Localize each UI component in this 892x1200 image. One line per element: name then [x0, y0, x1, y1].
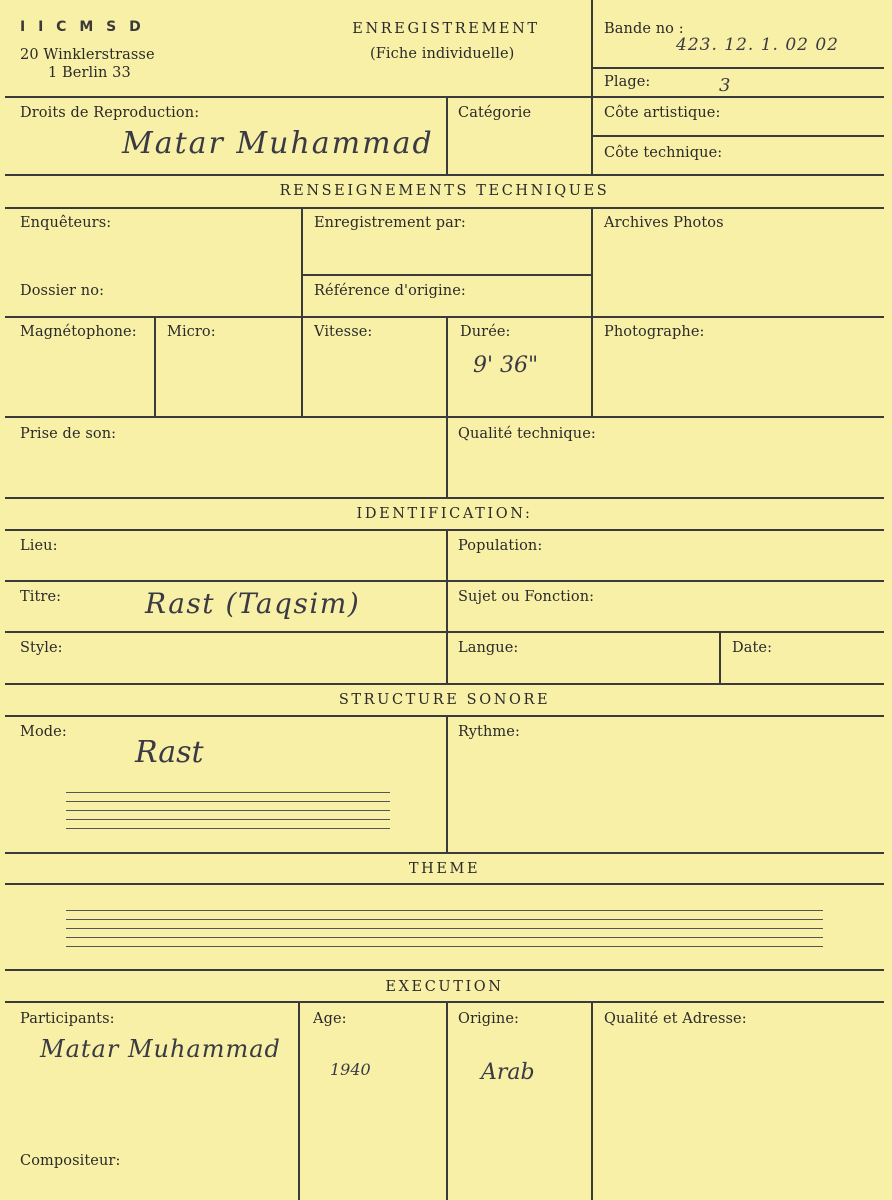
- rule: [5, 852, 884, 854]
- rule: [591, 207, 593, 416]
- droits-value: Matar Muhammad: [122, 126, 434, 161]
- style-label: Style:: [20, 640, 63, 656]
- dossier-label: Dossier no:: [20, 283, 105, 299]
- enqueteurs-label: Enquêteurs:: [20, 215, 112, 231]
- plage-label: Plage:: [604, 74, 651, 90]
- rule: [301, 207, 303, 416]
- rule: [446, 715, 448, 852]
- archives-photos-label: Archives Photos: [604, 215, 724, 231]
- age-label: Age:: [313, 1011, 347, 1027]
- rythme-label: Rythme:: [458, 724, 520, 740]
- rule: [5, 174, 884, 176]
- sujet-label: Sujet ou Fonction:: [458, 589, 595, 605]
- participants-label: Participants:: [20, 1011, 115, 1027]
- music-staff-line: [66, 810, 390, 811]
- rule: [5, 715, 884, 717]
- music-staff-line: [66, 910, 823, 911]
- address-line-2: 1 Berlin 33: [48, 65, 131, 81]
- rule: [591, 135, 884, 137]
- rule: [719, 631, 721, 683]
- magnetophone-label: Magnétophone:: [20, 324, 137, 340]
- form-title: ENREGISTREMENT: [352, 21, 540, 37]
- rule: [301, 274, 591, 276]
- rule: [591, 67, 884, 69]
- cote-artistique-label: Côte artistique:: [604, 105, 721, 121]
- rule: [446, 1001, 448, 1200]
- photographe-label: Photographe:: [604, 324, 705, 340]
- titre-label: Titre:: [20, 589, 62, 605]
- music-staff-line: [66, 946, 823, 947]
- bande-value: 423. 12. 1. 02 02: [676, 35, 839, 55]
- qualite-adresse-label: Qualité et Adresse:: [604, 1011, 747, 1027]
- rule: [5, 416, 884, 418]
- plage-value: 3: [719, 75, 731, 96]
- rule: [154, 316, 156, 416]
- rule: [5, 207, 884, 209]
- enregistrement-par-label: Enregistrement par:: [314, 215, 466, 231]
- music-staff-line: [66, 801, 390, 802]
- age-value: 1940: [330, 1060, 371, 1079]
- bande-label: Bande no :: [604, 21, 684, 37]
- rule: [591, 1001, 593, 1200]
- rule: [5, 883, 884, 885]
- rule: [5, 580, 884, 582]
- rule: [298, 1001, 300, 1200]
- date-label: Date:: [732, 640, 773, 656]
- prise-de-son-label: Prise de son:: [20, 426, 117, 442]
- music-staff-line: [66, 819, 390, 820]
- rule: [5, 96, 884, 98]
- mode-value: Rast: [135, 735, 204, 770]
- cote-technique-label: Côte technique:: [604, 145, 723, 161]
- vitesse-label: Vitesse:: [314, 324, 373, 340]
- music-staff-line: [66, 828, 390, 829]
- participants-value: Matar Muhammad: [40, 1035, 281, 1063]
- rule: [5, 1001, 884, 1003]
- music-staff-line: [66, 919, 823, 920]
- reference-label: Référence d'origine:: [314, 283, 466, 299]
- music-staff-line: [66, 937, 823, 938]
- rule: [446, 529, 448, 683]
- langue-label: Langue:: [458, 640, 519, 656]
- rule: [5, 529, 884, 531]
- qualite-technique-label: Qualité technique:: [458, 426, 596, 442]
- rule: [5, 497, 884, 499]
- compositeur-label: Compositeur:: [20, 1153, 121, 1169]
- droits-label: Droits de Reproduction:: [20, 105, 200, 121]
- rule: [5, 631, 884, 633]
- duree-label: Durée:: [460, 324, 511, 340]
- origine-label: Origine:: [458, 1011, 519, 1027]
- institute-logo: I I C M S D: [20, 19, 145, 35]
- origine-value: Arab: [481, 1060, 535, 1085]
- section-title-technique: RENSEIGNEMENTS TECHNIQUES: [279, 183, 610, 199]
- mode-label: Mode:: [20, 724, 67, 740]
- rule: [446, 96, 448, 174]
- section-title-structure: STRUCTURE SONORE: [338, 692, 551, 708]
- rule: [5, 969, 884, 971]
- rule: [5, 683, 884, 685]
- address-line-1: 20 Winklerstrasse: [20, 47, 155, 63]
- micro-label: Micro:: [167, 324, 216, 340]
- lieu-label: Lieu:: [20, 538, 58, 554]
- form-subtitle: (Fiche individuelle): [370, 46, 515, 62]
- section-title-identification: IDENTIFICATION:: [356, 506, 533, 522]
- section-title-theme: THEME: [408, 861, 481, 877]
- rule: [446, 316, 448, 497]
- section-title-execution: EXECUTION: [385, 979, 504, 995]
- categorie-label: Catégorie: [458, 105, 532, 121]
- music-staff-line: [66, 792, 390, 793]
- duree-value: 9' 36": [473, 353, 539, 378]
- titre-value: Rast (Taqsim): [145, 587, 361, 620]
- music-staff-line: [66, 928, 823, 929]
- rule: [5, 316, 884, 318]
- population-label: Population:: [458, 538, 543, 554]
